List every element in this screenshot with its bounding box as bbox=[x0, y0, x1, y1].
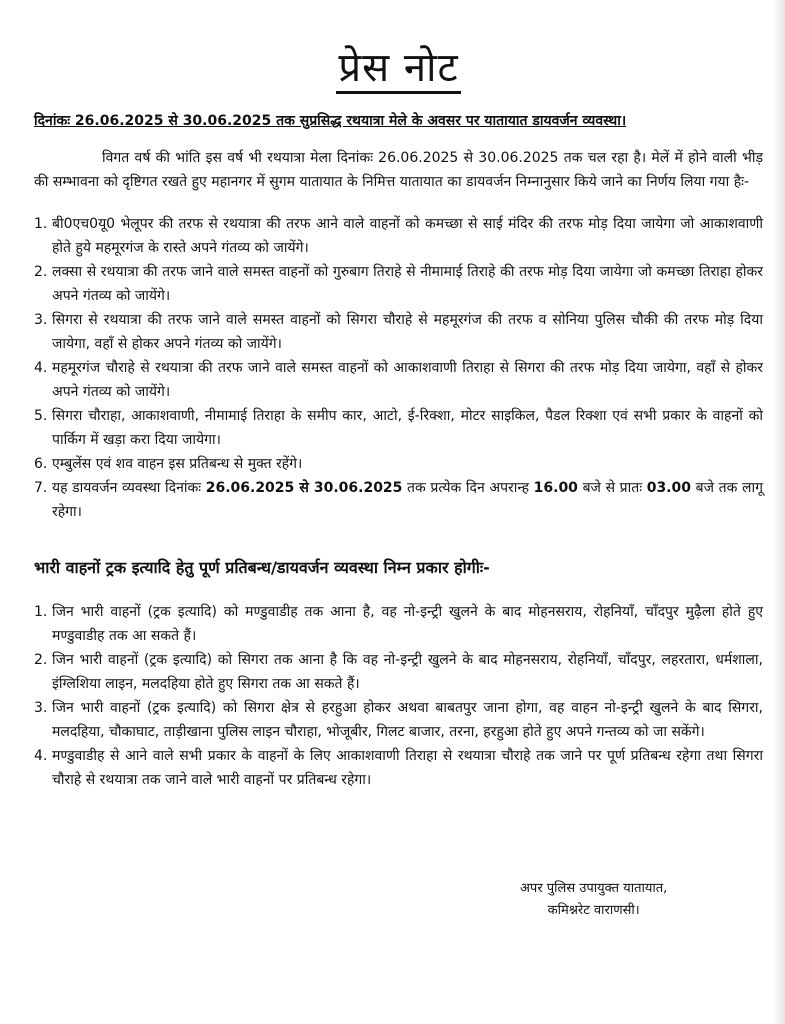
item-text: बी0एच0यू0 भेलूपर की तरफ से रथयात्रा की तरफ आने वाले वाहनों को कमच्छा से साई मंदिर की तरफ मोड़ दिया जायेगा जो आकाशवाणी होते हुये महमूरगंज के रास्ते अपने गंतव्य को जायेंगे। bbox=[52, 216, 763, 256]
list-item bbox=[34, 696, 763, 744]
list-item bbox=[34, 260, 763, 308]
list-item bbox=[34, 212, 763, 260]
page-title bbox=[34, 44, 763, 92]
title-text: प्रेस नोट bbox=[336, 45, 460, 94]
item7-part3: बजे से प्रातः bbox=[577, 480, 647, 496]
signature-office: कमिश्नरेट वाराणसी। bbox=[547, 903, 640, 918]
item7-part2: तक प्रत्येक दिन अपरान्ह bbox=[402, 480, 534, 496]
intro-paragraph: विगत वर्ष की भांति इस वर्ष भी रथयात्रा मेला दिनांकः 26.06.2025 से 30.06.2025 तक चल रहा है। मेलें में होने वाली भीड़ की सम्भावना को दृष्टिगत रखते हुए महानगर में सुगम यातायात के निमित्त यातायात का डायवर्जन निम्नानुसार किये जाने का निर्णय लिया गया हैः- bbox=[34, 150, 763, 190]
item-number: 4. bbox=[34, 360, 48, 376]
item-text: मण्डुवाडीह से आने वाले सभी प्रकार के वाहनों के लिए आकाशवाणी तिराहा से रथयात्रा चौराहे तक जाने पर पूर्ण प्रतिबन्ध रहेगा तथा सिगरा चौराहे से रथयात्रा तक जाने वाले भारी वाहनों पर प्रतिबन्ध रहेगा। bbox=[52, 748, 763, 788]
list-item bbox=[34, 744, 763, 792]
signature-block bbox=[520, 878, 667, 922]
item7-time-end: 03.00 bbox=[646, 480, 691, 496]
heavy-vehicles-heading: भारी वाहनों ट्रक इत्यादि हेतु पूर्ण प्रतिबन्ध/डायवर्जन व्यवस्था निम्न प्रकार होगीः- bbox=[34, 558, 490, 577]
item-number: 3. bbox=[34, 700, 48, 716]
list-item bbox=[34, 308, 763, 356]
list-item bbox=[34, 648, 763, 696]
item-number: 3. bbox=[34, 312, 48, 328]
item-number: 4. bbox=[34, 748, 48, 764]
list-item bbox=[34, 356, 763, 404]
item7-time-start: 16.00 bbox=[533, 480, 578, 496]
item7-part1: यह डायवर्जन व्यवस्था दिनांकः bbox=[52, 480, 206, 496]
item-number: 1. bbox=[34, 216, 48, 232]
item-number: 2. bbox=[34, 652, 48, 668]
item-number: 5. bbox=[34, 408, 48, 424]
diversion-list bbox=[34, 212, 763, 524]
list-item bbox=[34, 452, 763, 476]
item7-part4: बजे तक लागू रहेगा। bbox=[52, 480, 763, 520]
signature-designation: अपर पुलिस उपायुक्त यातायात, bbox=[520, 881, 668, 896]
list-item bbox=[34, 404, 763, 452]
item-text: जिन भारी वाहनों (ट्रक इत्यादि) को मण्डुवाडीह तक आना है, वह नो-इन्ट्री खुलने के बाद मोहनसराय, रोहनियाँ, चाँदपुर मुढ़ैला होते हुए मण्डुवाडीह तक आ सकते हैं। bbox=[52, 604, 763, 644]
subject-line: दिनांकः 26.06.2025 से 30.06.2025 तक सुप्रसिद्ध रथयात्रा मेले के अवसर पर यातायात डायवर्जन व्यवस्था। bbox=[34, 113, 627, 129]
item-number: 6. bbox=[34, 456, 48, 472]
item-text: जिन भारी वाहनों (ट्रक इत्यादि) को सिगरा क्षेत्र से हरहुआ होकर अथवा बाबतपुर जाना होगा, वह वाहन नो-इन्ट्री खुलने के बाद सिगरा, मलदहिया, चौकाघाट, ताड़ीखाना पुलिस लाइन चौराहा, भोजूबीर, गिलट बाजार, तरना, हरहुआ होते हुए अपने गन्तव्य को जा सकेंगे। bbox=[52, 700, 763, 740]
item-number: 7. bbox=[34, 480, 48, 496]
item-text: जिन भारी वाहनों (ट्रक इत्यादि) को सिगरा तक आना है कि वह नो-इन्ट्री खुलने के बाद मोहनसराय, रोहनियाँ, चाँदपुर, लहरतारा, धर्मशाला, इंग्लिशिया लाइन, मलदहिया होते हुए सिगरा तक आ सकते हैं। bbox=[52, 652, 763, 692]
item-text: लक्सा से रथयात्रा की तरफ जाने वाले समस्त वाहनों को गुरुबाग तिराहे से नीमामाई तिराहे की तरफ मोड़ दिया जायेगा जो कमच्छा तिराहा होकर अपने गंतव्य को जायेंगे। bbox=[52, 264, 763, 304]
item-number: 1. bbox=[34, 604, 48, 620]
list-item bbox=[34, 476, 763, 524]
heavy-vehicle-list bbox=[34, 600, 763, 792]
list-item bbox=[34, 600, 763, 648]
item-text: महमूरगंज चौराहे से रथयात्रा की तरफ जाने वाले समस्त वाहनों को आकाशवाणी तिराहा से सिगरा की तरफ मोड़ दिया जायेगा, वहाँ से होकर अपने गंतव्य को जायेंगे। bbox=[52, 360, 763, 400]
item-text: सिगरा से रथयात्रा की तरफ जाने वाले समस्त वाहनों को सिगरा चौराहे से महमूरगंज की तरफ व सोनिया पुलिस चौकी की तरफ मोड़ दिया जायेगा, वहाँ से होकर अपने गंतव्य को जायेंगे। bbox=[52, 312, 763, 352]
item-text: सिगरा चौराहा, आकाशवाणी, नीमामाई तिराहा के समीप कार, आटो, ई-रिक्शा, मोटर साइकिल, पैडल रिक्शा एवं सभी प्रकार के वाहनों को पार्किग में खड़ा करा दिया जायेगा। bbox=[52, 408, 763, 448]
item-number: 2. bbox=[34, 264, 48, 280]
item7-dates: 26.06.2025 से 30.06.2025 bbox=[205, 480, 403, 496]
page-edge-shadow bbox=[773, 0, 785, 1024]
item-text: एम्बुलेंस एवं शव वाहन इस प्रतिबन्ध से मुक्त रहेंगे। bbox=[52, 456, 303, 472]
